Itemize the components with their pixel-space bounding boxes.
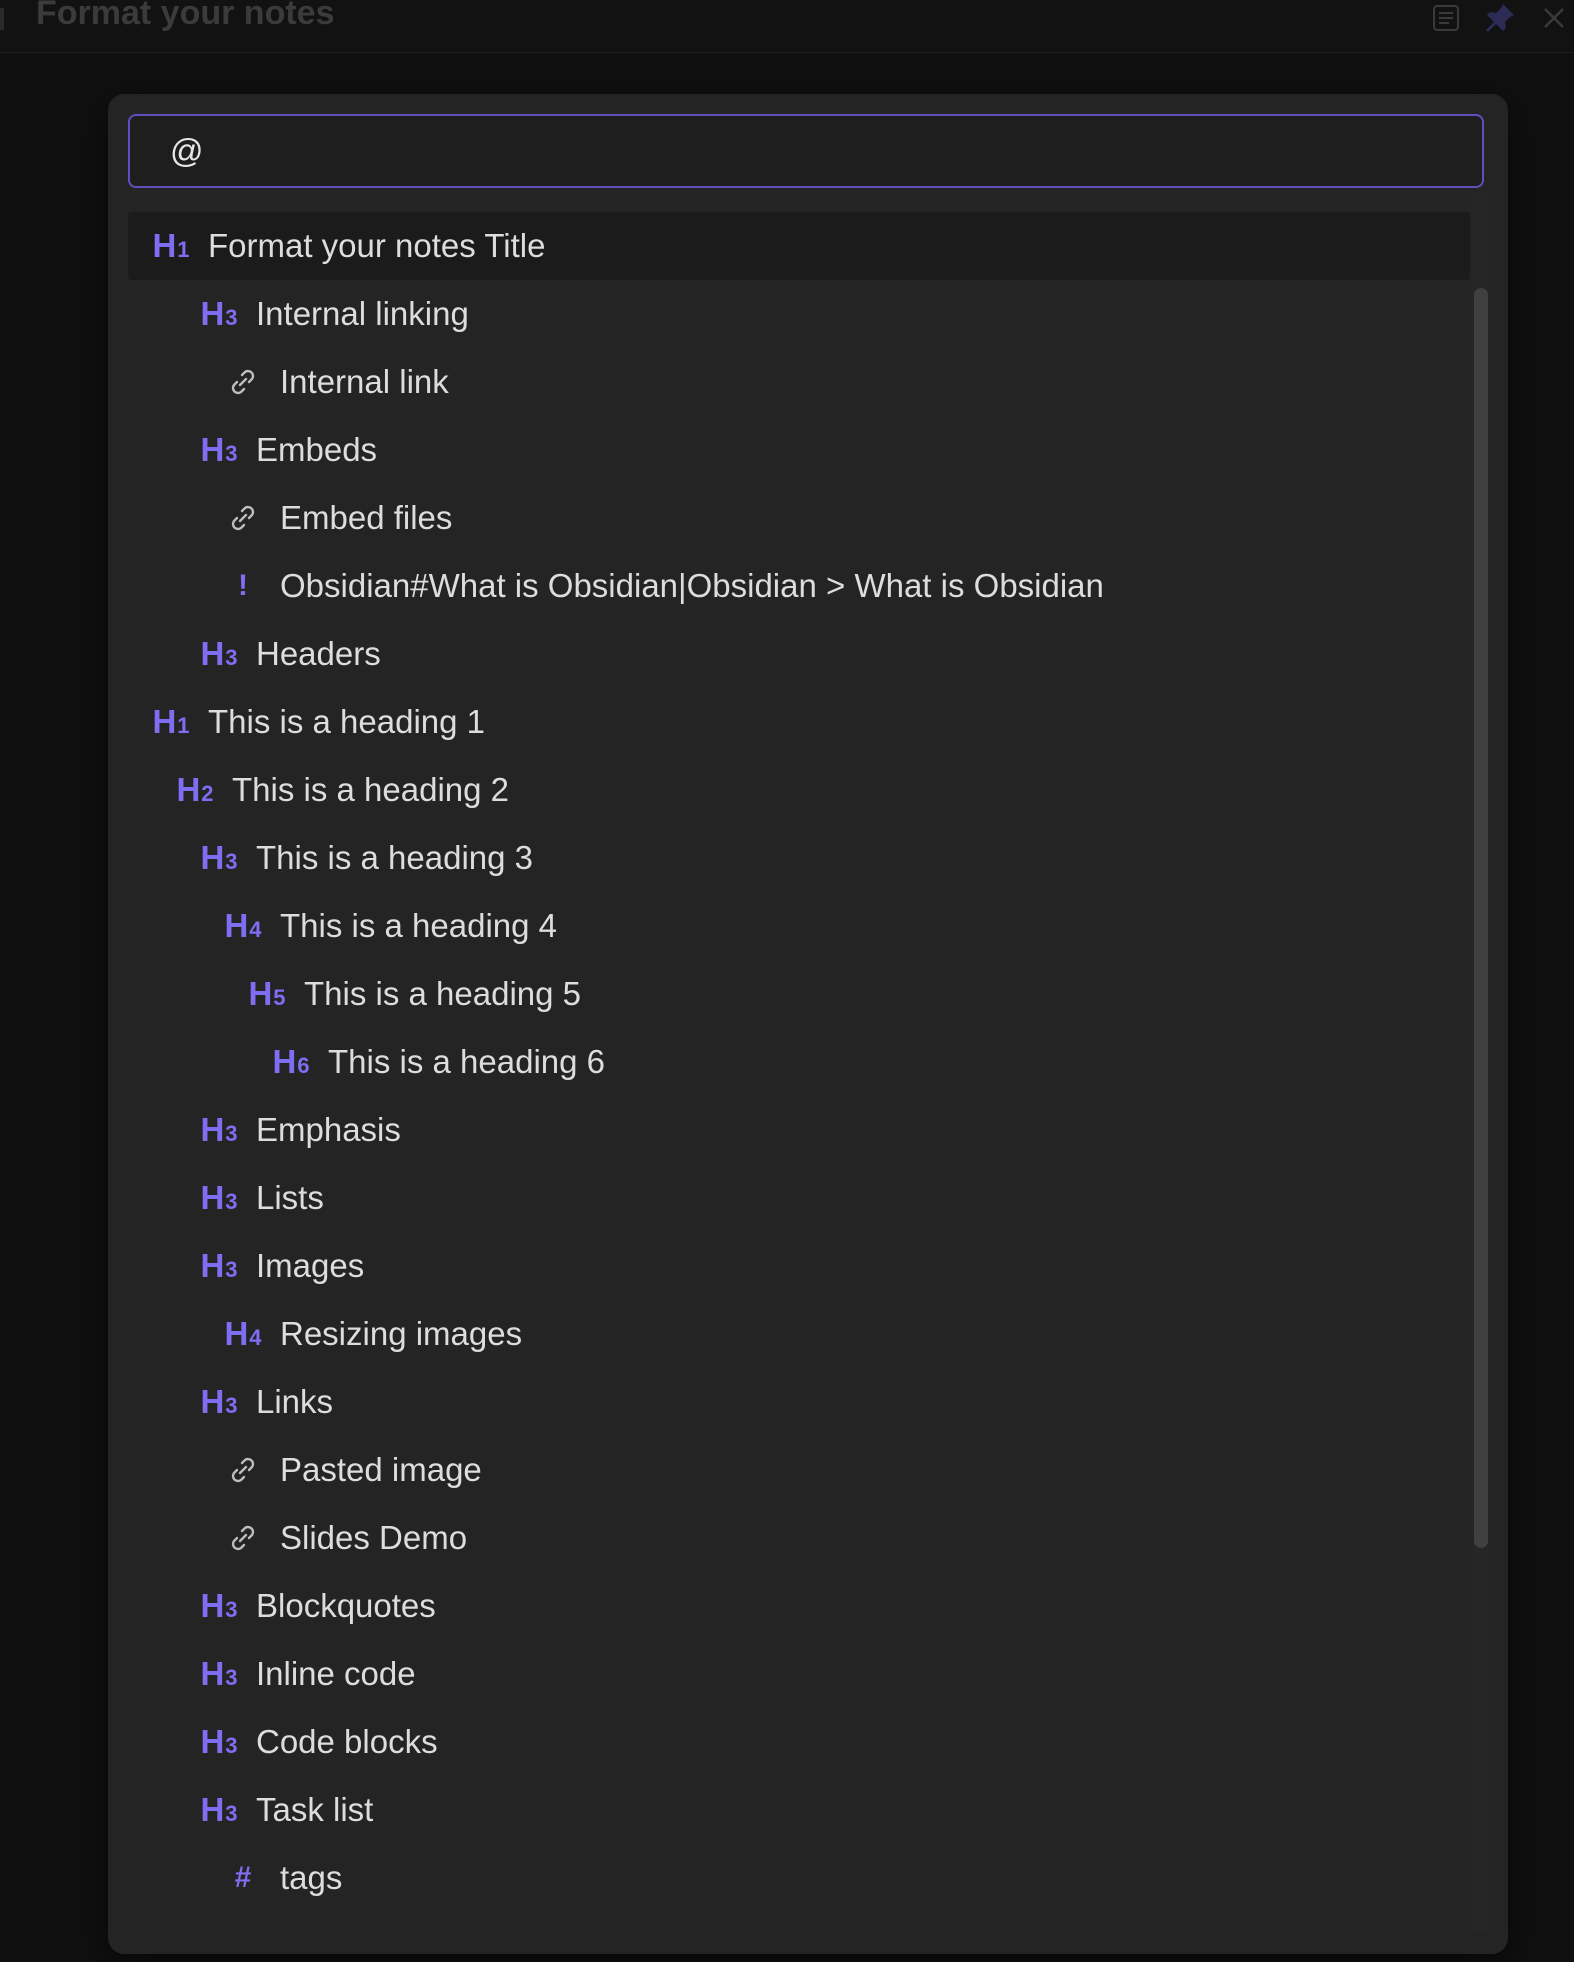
search-input[interactable] — [170, 116, 1460, 186]
result-item[interactable] — [128, 960, 1470, 1028]
result-label: Inline code — [256, 1655, 416, 1692]
quick-switcher-modal — [108, 94, 1508, 1954]
reading-view-icon[interactable] — [1426, 0, 1466, 36]
heading-3-icon: H 3 — [200, 431, 238, 468]
result-item[interactable] — [128, 1436, 1470, 1504]
result-label: Slides Demo — [280, 1519, 468, 1556]
hash-icon: # — [234, 1861, 252, 1894]
link-icon — [220, 1521, 266, 1555]
result-item[interactable] — [128, 688, 1470, 756]
note-header-actions — [1412, 0, 1574, 36]
result-item[interactable] — [128, 1164, 1470, 1232]
result-label: Emphasis — [256, 1111, 401, 1148]
result-label: Code blocks — [256, 1723, 438, 1760]
result-label: Embeds — [256, 431, 378, 468]
result-label: Obsidian#What is Obsidian|Obsidian > What is Obsidian — [280, 567, 1104, 604]
heading-3-icon: H 3 — [200, 1383, 238, 1420]
result-item[interactable] — [128, 1232, 1470, 1300]
result-item[interactable] — [128, 1028, 1470, 1096]
scrollbar-thumb[interactable] — [1474, 288, 1488, 1548]
result-item[interactable] — [128, 1300, 1470, 1368]
result-label: Images — [256, 1247, 365, 1284]
results-list — [128, 212, 1470, 1932]
result-item[interactable] — [128, 1640, 1470, 1708]
heading-5-icon: H 5 — [248, 975, 286, 1012]
heading-3-icon: H 3 — [200, 839, 238, 876]
result-item[interactable] — [128, 892, 1470, 960]
result-label: This is a heading 2 — [232, 771, 510, 808]
result-item[interactable] — [128, 824, 1470, 892]
result-item[interactable] — [128, 484, 1470, 552]
heading-3-icon: H 3 — [200, 1723, 238, 1760]
result-item[interactable] — [128, 1096, 1470, 1164]
pin-icon[interactable] — [1480, 0, 1520, 36]
result-label: Task list — [256, 1791, 374, 1828]
result-label: This is a heading 3 — [256, 839, 534, 876]
result-label: Pasted image — [280, 1451, 482, 1488]
result-item[interactable] — [128, 1368, 1470, 1436]
result-label: This is a heading 5 — [304, 975, 582, 1012]
heading-4-icon: H 4 — [224, 1315, 262, 1352]
close-icon[interactable] — [1534, 0, 1574, 36]
heading-3-icon: H 3 — [200, 1247, 238, 1284]
sidebar-toggle-edge[interactable] — [0, 8, 4, 30]
result-label: Blockquotes — [256, 1587, 436, 1624]
note-title: Format your notes — [36, 0, 335, 32]
result-label: Lists — [256, 1179, 324, 1216]
heading-6-icon: H 6 — [272, 1043, 310, 1080]
scrollbar[interactable] — [1472, 192, 1488, 1932]
heading-4-icon: H 4 — [224, 907, 262, 944]
result-label: Format your notes Title — [208, 227, 546, 264]
result-label: Links — [256, 1383, 334, 1420]
heading-3-icon: H 3 — [200, 295, 238, 332]
result-item[interactable] — [128, 1504, 1470, 1572]
result-item[interactable] — [128, 1776, 1470, 1844]
result-label: Embed files — [280, 499, 453, 536]
link-icon — [220, 501, 266, 535]
result-item[interactable] — [128, 416, 1470, 484]
link-icon — [220, 1453, 266, 1487]
result-item[interactable] — [128, 620, 1470, 688]
heading-1-icon: H 1 — [152, 703, 190, 740]
exclamation-icon: ! — [238, 569, 248, 602]
result-item[interactable] — [128, 1572, 1470, 1640]
heading-3-icon: H 3 — [200, 1791, 238, 1828]
heading-3-icon: H 3 — [200, 1655, 238, 1692]
result-item[interactable] — [128, 1844, 1470, 1912]
result-label: tags — [280, 1859, 343, 1896]
search-box[interactable] — [128, 114, 1484, 188]
note-header — [0, 0, 1574, 53]
result-item[interactable] — [128, 1708, 1470, 1776]
heading-3-icon: H 3 — [200, 1179, 238, 1216]
result-label: Resizing images — [280, 1315, 523, 1352]
result-item[interactable] — [128, 756, 1470, 824]
heading-3-icon: H 3 — [200, 1111, 238, 1148]
result-item[interactable] — [128, 552, 1470, 620]
result-label: This is a heading 6 — [328, 1043, 606, 1080]
result-label: This is a heading 4 — [280, 907, 558, 944]
result-label: This is a heading 1 — [208, 703, 486, 740]
result-label: Headers — [256, 635, 381, 672]
link-icon — [220, 365, 266, 399]
heading-3-icon: H 3 — [200, 635, 238, 672]
result-item[interactable] — [128, 280, 1470, 348]
heading-2-icon: H 2 — [176, 771, 214, 808]
result-item[interactable] — [128, 348, 1470, 416]
heading-1-icon: H 1 — [152, 227, 190, 264]
result-label: Internal linking — [256, 295, 469, 332]
heading-3-icon: H 3 — [200, 1587, 238, 1624]
result-item[interactable] — [128, 212, 1470, 280]
result-label: Internal link — [280, 363, 449, 400]
